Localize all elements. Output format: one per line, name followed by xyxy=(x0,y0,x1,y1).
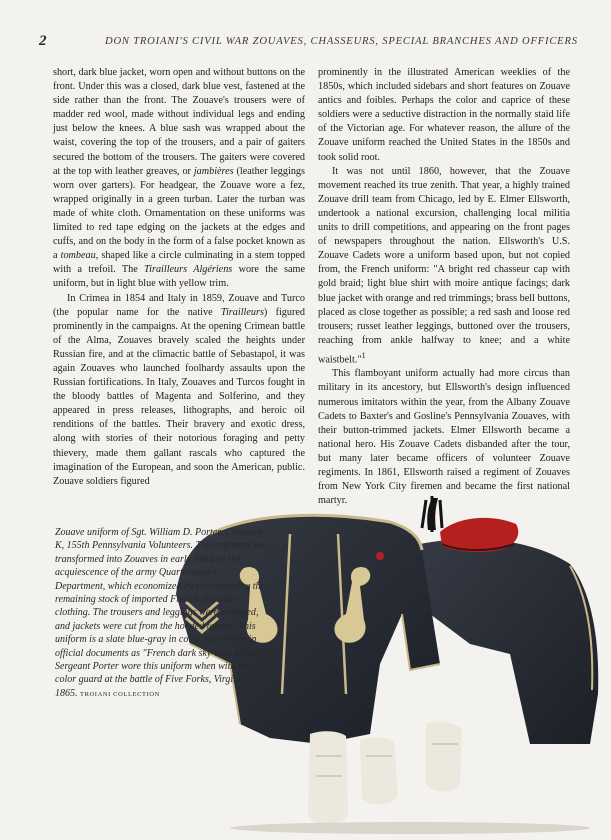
left-paragraph-2: In Crimea in 1854 and Italy in 1859, Zouave and Turco (the popular name for the native Tirailleurs) figured prominently in the campaigns. At the opening Crimean battle of the Alma, Zouaves bravely scaled the heights under Russian fire, and at the climactic battle of Sebastapol, it was again Zouaves who launched foolhardy assaults upon the Russian fortifications. In Italy, Zouaves and Turcos fought in the bloody battles of Magenta and Solferino, and they appeared in press releases, lithographs, and heroic oil renditions of the battles. Their bravery and exotic dress, along with stories of their notorious foraging and petty thievery, made them gallant rascals who captured the imagination of the European, and soon the American, public. Zouave soldiers figured xyxy=(53,292,305,487)
right-paragraph-3: This flamboyant uniform actually had more circus than military in its ancestory, but Ellsworth's design influenced numerous imitators within the year, from the Albany Zouave Cadets to Baxter's and Gosline's Pennsylvania Zouaves, with their button-trimmed jackets. Elmer Ellsworth became a national hero. His Zouave Cadets disbanded after the tour, but many later became officers of volunteer Zouave regiments. In 1861, Ellsworth raised a regiment of Zouaves from New York City firemen and became the first national martyr. xyxy=(318,368,570,507)
leggings xyxy=(308,722,462,824)
photo-credit: TROIANI COLLECTION xyxy=(80,690,160,698)
left-column xyxy=(53,66,305,489)
right-column xyxy=(318,66,570,508)
running-header: DON TROIANI'S CIVIL WAR ZOUAVES, CHASSEURS, SPECIAL BRANCHES AND OFFICERS xyxy=(105,36,578,47)
term-tirailleurs: Tirailleurs xyxy=(220,306,264,318)
left-paragraph-1: short, dark blue jacket, worn open and without buttons on the front. Under this was a closed, dark blue vest, fastened at the side rather than the front. The Zouave's trousers were of madder red wool, made without individual legs and ending just below the knees. A blue sash was wrapped about the waist, covering the top of the trousers, and a pair of gaiters secured the bottom of the trousers. The gaiters were covered at the top with leather greaves, or jambières (leather leggings worn over garters). For headgear, the Zouave wore a fez, wrapped originally in a green turban. Later the turban was made of white cloth. Ornamentation on these uniforms was limited to red tape edging on the jackets at the edges and cuffs, and on the body in the form of a false pocket known as a tombeau, shaped like a circle culminating in a stem topped with a trefoil. The Tirailleurs Algériens wore the same uniform, but in light blue with yellow trim. xyxy=(53,67,305,290)
fez-tassel xyxy=(422,496,442,532)
right-paragraph-1: prominently in the illustrated American weeklies of the 1850s, which included sidebars and short features on Zouave antics and foibles. Perhaps the color and caprice of these soldiers were a seductive distraction in the normally staid life of the Victorian age. For whatever reason, the allure of the Zouave uniform reached the United States in the 1850s and took solid root. xyxy=(318,67,570,163)
footnote-marker: 1 xyxy=(361,349,366,360)
photo-caption xyxy=(55,526,269,701)
term-tombeau: tombeau xyxy=(60,250,96,262)
caption-text: Zouave uniform of Sgt. William D. Porter, Company K, 155th Pennsylvania Volunteers. This regiment was transformed into Zouaves in early 1864 by the acquiescence of the army Quartermaster Department, which economized by cannibalizing the remaining stock of imported French chasseur clothing. The trousers and leggings were enlarged, and jackets were cut from the hooded talmas. This uniform is a slate blue-gray in color, referred to in official documents as "French dark sky-blue kersey." Sergeant Porter wore this uniform when with the color guard at the battle of Five Forks, Virginia, in 1865. xyxy=(55,527,269,699)
term-jambieres: jambières xyxy=(193,165,234,177)
right-paragraph-2: It was not until 1860, however, that the Zouave movement reached its true zenith. That year, a highly trained Zouave drill team from Chicago, led by E. Elmer Ellsworth, undertook a national excursion, challenging local militia units to drill competitions, and appearing on the front pages of newspapers throughout the nation. Ellsworth's U.S. Zouave Cadets wore a uniform based upon, but not copied from, the French uniform: "A bright red chasseur cap with gold braid; light blue shirt with moire antique facings; dark blue jacket with orange and red trimmings; brass bell buttons, placed as close together as possible; a red sash and loose red trousers; russet leather leggings, buttoned over the trousers, reaching from ankle halfway to knee; and a white waistbelt."$^1$ xyxy=(318,165,570,366)
page-number: 2 xyxy=(39,33,47,49)
fez-cap xyxy=(440,518,518,552)
trousers xyxy=(420,539,598,744)
term-tirailleurs-algeriens: Tirailleurs Algériens xyxy=(144,264,233,276)
